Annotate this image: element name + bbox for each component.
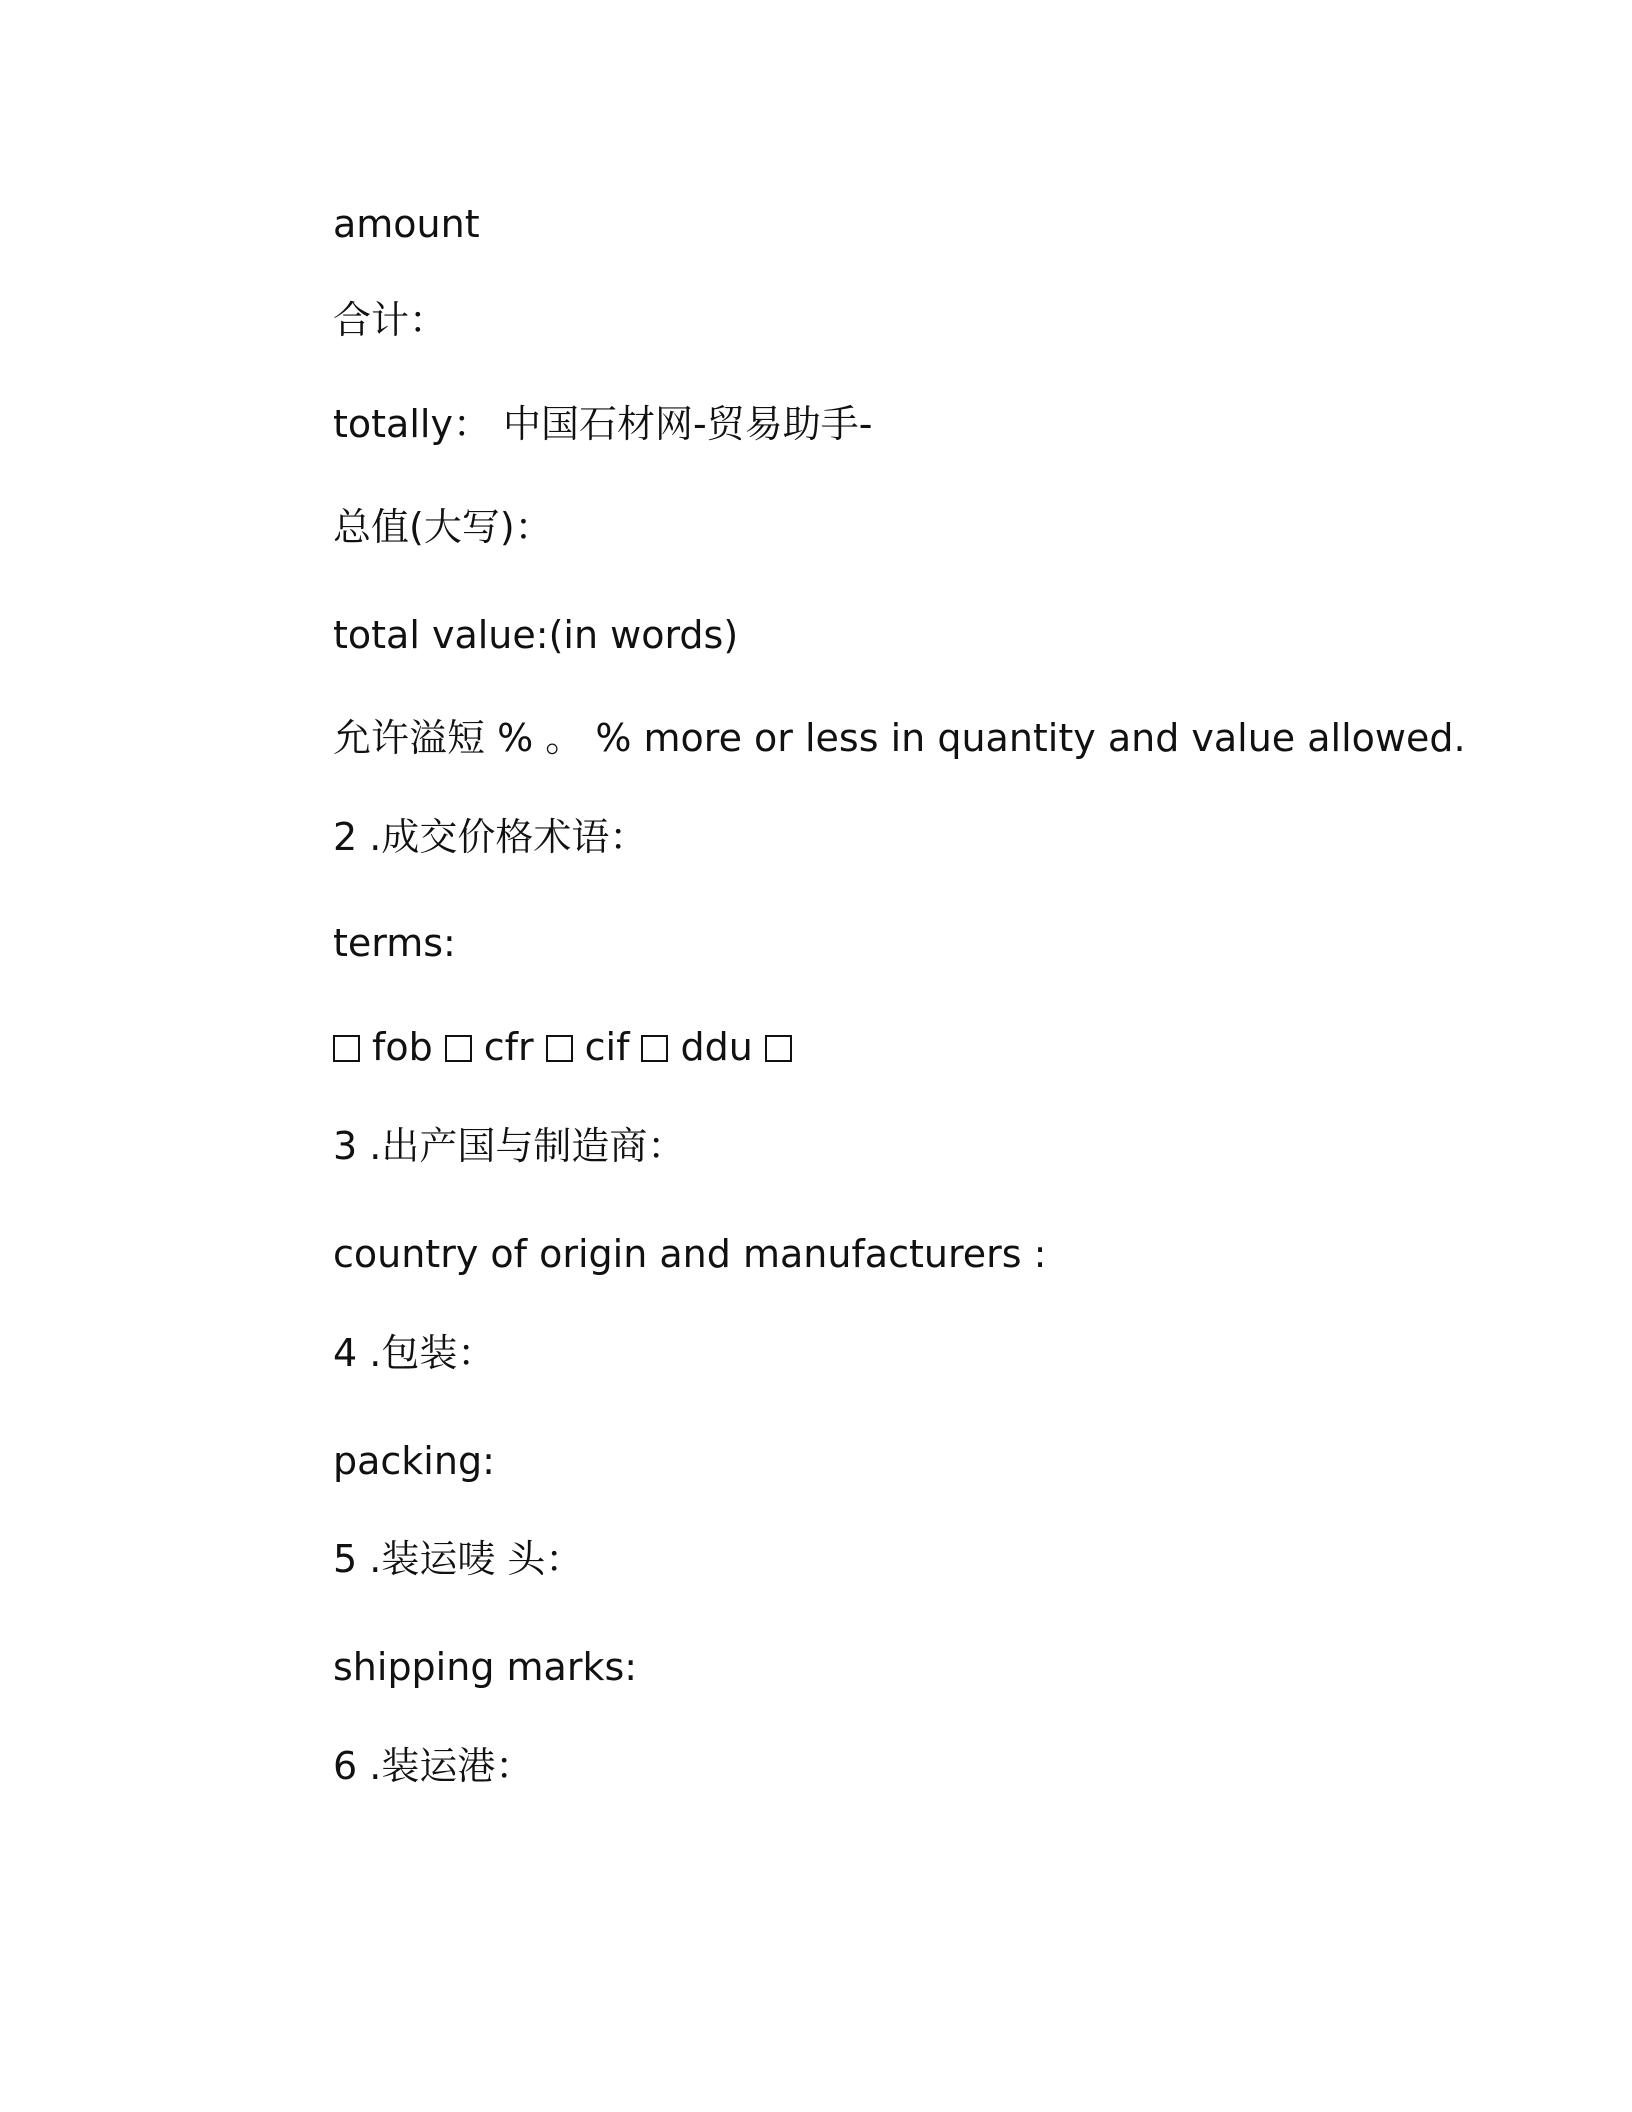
packing-label: packing: <box>333 1439 495 1483</box>
section-5-title: 5 .装运唛 头： <box>333 1537 584 1581</box>
checkbox-cif[interactable] <box>546 1035 573 1062</box>
section-2-title: 2 .成交价格术语： <box>333 815 648 859</box>
option-cfr-label: cfr <box>483 1025 534 1069</box>
checkbox-ddu[interactable] <box>641 1035 668 1062</box>
option-cif-label: cif <box>584 1025 630 1069</box>
checkbox-cfr[interactable] <box>445 1035 472 1062</box>
option-fob-label: fob <box>372 1025 433 1069</box>
terms-label: terms: <box>333 921 456 965</box>
terms-options <box>333 1023 804 1071</box>
country-of-origin-label: country of origin and manufacturers : <box>333 1232 1047 1276</box>
total-value-label-cn: 总值(大写)： <box>333 505 553 549</box>
checkbox-other[interactable] <box>765 1035 792 1062</box>
totally-line: totally： 中国石材网-贸易助手- <box>333 402 873 446</box>
section-3-title: 3 .出产国与制造商： <box>333 1124 686 1168</box>
section-4-title: 4 .包装： <box>333 1331 496 1375</box>
total-label-cn: 合计： <box>333 298 448 342</box>
tolerance-line: 允许溢短 % 。 % more or less in quantity and value allowed. <box>333 716 1466 760</box>
section-6-title: 6 .装运港： <box>333 1744 534 1788</box>
shipping-marks-label: shipping marks: <box>333 1645 638 1689</box>
total-value-label-en: total value:(in words) <box>333 613 739 657</box>
option-ddu-label: ddu <box>680 1025 753 1069</box>
checkbox-fob[interactable] <box>333 1035 360 1062</box>
amount-label: amount <box>333 202 480 246</box>
